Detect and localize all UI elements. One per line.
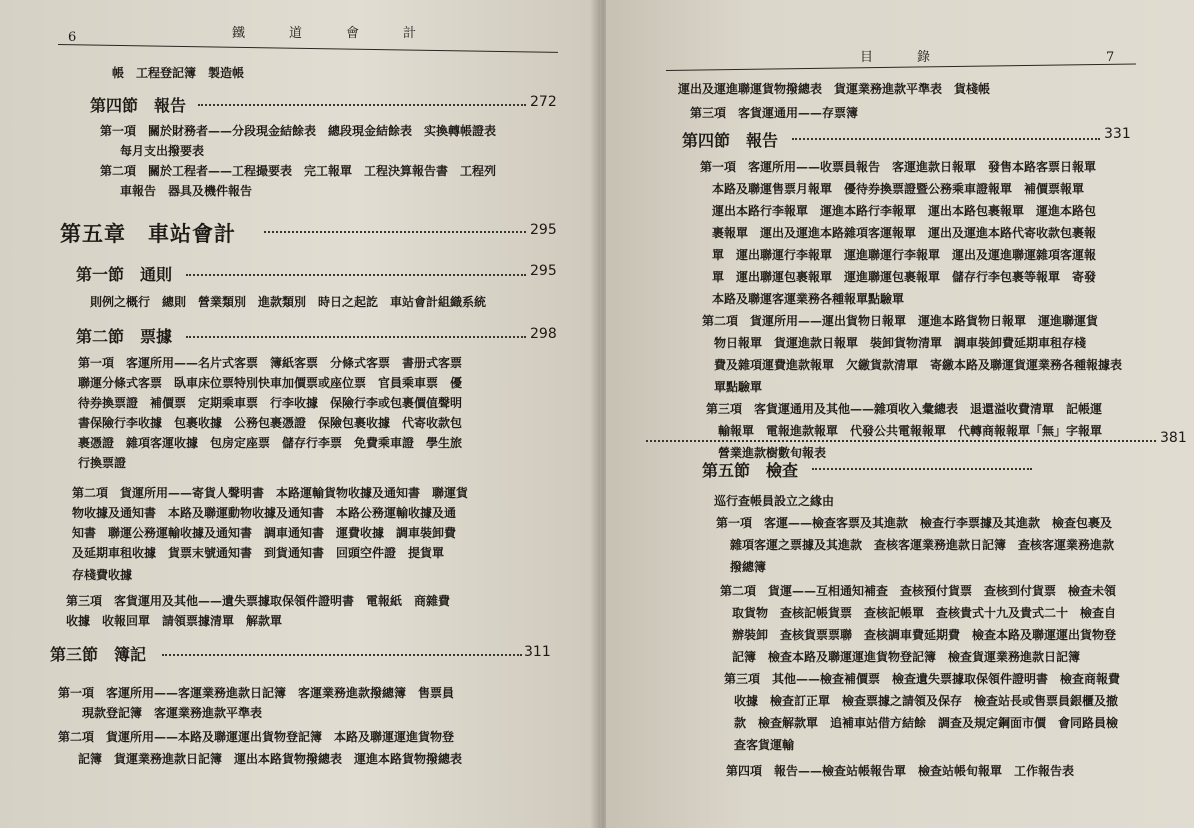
toc-line: 第一項 關於財務者——分段現金結餘表 總段現金結餘表 实換轉帳證表 <box>100 124 497 138</box>
section-title: 第三節 簿記 <box>50 645 147 664</box>
toc-line: 記簿 檢查本路及聯運運進貨物登記簿 檢查貨運業務進款日記簿 <box>732 650 1081 664</box>
running-head: 目錄 <box>860 50 975 65</box>
right-page <box>606 0 1194 828</box>
toc-line: 裹憑證 雜項客運收據 包房定座票 儲存行李票 免費乘車證 學生旅 <box>78 436 463 450</box>
chapter-page: 295 <box>530 222 557 238</box>
leader-dots <box>264 231 526 233</box>
toc-line: 本路及聯運售票月報單 優待券換票證暨公務乘車證報單 補價票報單 <box>712 182 1085 196</box>
toc-line: 帳 工程登記簿 製造帳 <box>112 66 245 80</box>
section-page: 272 <box>530 94 557 110</box>
section-page: 298 <box>530 326 557 342</box>
toc-line: 收據 收報回單 請領票據清單 解款單 <box>66 614 283 628</box>
toc-line: 聯運分條式客票 臥車床位票特別快車加價票或座位票 官員乘車票 優 <box>78 376 463 390</box>
section-title: 第五節 檢查 <box>702 461 799 480</box>
toc-line: 及延期車租收據 貨票末號通知書 到貨通知書 回頭空件證 提貨單 <box>72 546 445 560</box>
leader-dots <box>812 468 1032 470</box>
leader-dots <box>792 138 1100 140</box>
leader-dots <box>186 336 526 338</box>
toc-line: 費及雜項運費進款報單 欠繳貨款清單 寄繳本路及聯運貨運業務各種報據表 <box>714 358 1123 372</box>
toc-line: 第二項 貨運所用——運出貨物日報單 運進本路貨物日報單 運進聯運貨 <box>702 314 1099 328</box>
toc-line: 單 運出聯運行李報單 運進聯運行李報單 運出及運進聯運雜項客運報 <box>712 248 1097 262</box>
toc-line: 第二項 貨運所用——寄貨人聲明書 本路運輸貨物收據及通知書 聯運貨 <box>72 486 469 500</box>
section-page: 331 <box>1104 126 1131 142</box>
toc-line: 書保險行李收據 包裹收據 公務包裹憑證 保險包裹收據 代寄收款包 <box>78 416 463 430</box>
toc-line: 第一項 客運所用——名片式客票 簿紙客票 分條式客票 書册式客票 <box>78 356 463 370</box>
section-title: 第二節 票據 <box>76 327 173 346</box>
section-title: 第一節 通則 <box>76 265 173 284</box>
toc-line: 第一項 客運所用——客運業務進款日記簿 客運業務進款撥總簿 售票員 <box>58 686 455 700</box>
toc-line: 第三項 客貨運通用及其他——雜項收入彙總表 退還溢收費清單 記帳運 <box>706 402 1103 416</box>
toc-line: 雜項客運之票據及其進款 查核客運業務進款日記簿 查核客運業務進款 <box>730 538 1115 552</box>
leader-dots <box>198 104 526 106</box>
section-page: 381 <box>1160 430 1187 446</box>
toc-line: 第二項 貨運——互相通知補查 查核預付貨票 查核到付貨票 檢查未領 <box>720 584 1117 598</box>
page-number: 6 <box>68 30 77 45</box>
toc-line: 撥總簿 <box>730 560 767 574</box>
toc-line: 單 運出聯運包裹報單 運進聯運包裹報單 儲存行李包裹等報單 寄發 <box>712 270 1097 284</box>
section-title: 第四節 報告 <box>682 131 779 150</box>
toc-line: 待券換票證 補價票 定期乘車票 行李收據 保險行李或包裹價值聲明 <box>78 396 463 410</box>
section-page: 311 <box>524 644 551 660</box>
toc-line: 則例之概行 總則 營業類別 進款類別 時日之起訖 車站會計組織系統 <box>90 295 487 309</box>
toc-line: 第一項 客運所用——收票員報告 客運進款日報單 發售本路客票日報單 <box>700 160 1097 174</box>
toc-line: 知書 聯運公務運輸收據及通知書 調車通知書 運費收據 調車裝卸費 <box>72 526 457 540</box>
leader-dots <box>162 654 522 656</box>
toc-line: 營業進款樹數旬報表 <box>718 446 827 460</box>
toc-line: 存棧費收據 <box>72 568 133 582</box>
toc-line: 運出及運進聯運貨物撥總表 貨運業務進款平準表 貨棧帳 <box>678 82 991 96</box>
toc-line: 現款登記簿 客運業務進款平準表 <box>82 706 263 720</box>
toc-line: 單點驗單 <box>714 380 763 394</box>
leader-dots <box>186 274 526 276</box>
toc-line: 款 檢查解款單 追補車站借方結餘 調查及規定鋼面市價 會同路員檢 <box>734 716 1119 730</box>
chapter-title: 第五章 車站會計 <box>60 221 236 246</box>
section-title: 第四節 報告 <box>90 96 187 115</box>
toc-line: 裹報單 運出及運進本路雜項客運報單 運出及運進本路代寄收款包裹報 <box>712 226 1097 240</box>
toc-line: 巡行查帳員設立之緣由 <box>714 494 835 508</box>
toc-line: 第一項 客運——檢查客票及其進款 檢查行李票據及其進款 檢查包裹及 <box>716 516 1113 530</box>
toc-line: 取貨物 查核記帳貨票 查核記帳單 查核貴式十九及貴式二十 檢查自 <box>732 606 1117 620</box>
toc-line: 每月支出撥要表 <box>120 144 205 158</box>
toc-line: 第二項 貨運所用——本路及聯運運出貨物登記簿 本路及聯運運進貨物登 <box>58 730 455 744</box>
toc-line: 第四項 報告——檢查站帳報告單 檢查站帳旬報單 工作報告表 <box>726 764 1075 778</box>
toc-line: 查客貨運輸 <box>734 738 795 752</box>
toc-line: 記簿 貨運業務進款日記簿 運出本路貨物撥總表 運進本路貨物撥總表 <box>78 752 463 766</box>
toc-line: 辦裝卸 查核貨票票聯 查核調車費延期費 檢查本路及聯運運出貨物登 <box>732 628 1117 642</box>
running-head: 鐵道會計 <box>232 26 461 41</box>
toc-line: 輸報單 電報進款報單 代發公共電報報單 代轉商報報單「無」字報單 <box>718 424 1103 438</box>
toc-line: 第三項 客貨運用及其他——遺失票據取保領件證明書 電報紙 商雜費 <box>66 594 451 608</box>
leader-dots <box>646 440 1156 442</box>
toc-line: 第二項 關於工程者——工程撮要表 完工報單 工程決算報告書 工程列 <box>100 164 497 178</box>
toc-line: 物收據及通知書 本路及聯運動物收據及通知書 本路公務運輸收據及通 <box>72 506 457 520</box>
toc-line: 運出本路行李報單 運進本路行李報單 運出本路包裹報單 運進本路包 <box>712 204 1097 218</box>
toc-line: 第三項 其他——檢查補價票 檢查遺失票據取保領件證明書 檢查商報費 <box>724 672 1121 686</box>
toc-line: 行換票證 <box>78 456 127 470</box>
toc-line: 本路及聯運客運業務各種報單點驗單 <box>712 292 905 306</box>
toc-line: 第三項 客貨運通用——存票簿 <box>690 106 859 120</box>
toc-line: 收據 檢查訂正單 檢查票據之請領及保存 檢查站長或售票員銀櫃及撤 <box>734 694 1119 708</box>
toc-line: 物日報單 貨運進款日報單 裝卸貨物清單 調車裝卸費延期車租存棧 <box>714 336 1087 350</box>
toc-line: 車報告 器具及機件報告 <box>120 184 253 198</box>
page-number: 7 <box>1106 50 1115 65</box>
section-page: 295 <box>530 263 557 279</box>
header-rule <box>58 44 558 53</box>
